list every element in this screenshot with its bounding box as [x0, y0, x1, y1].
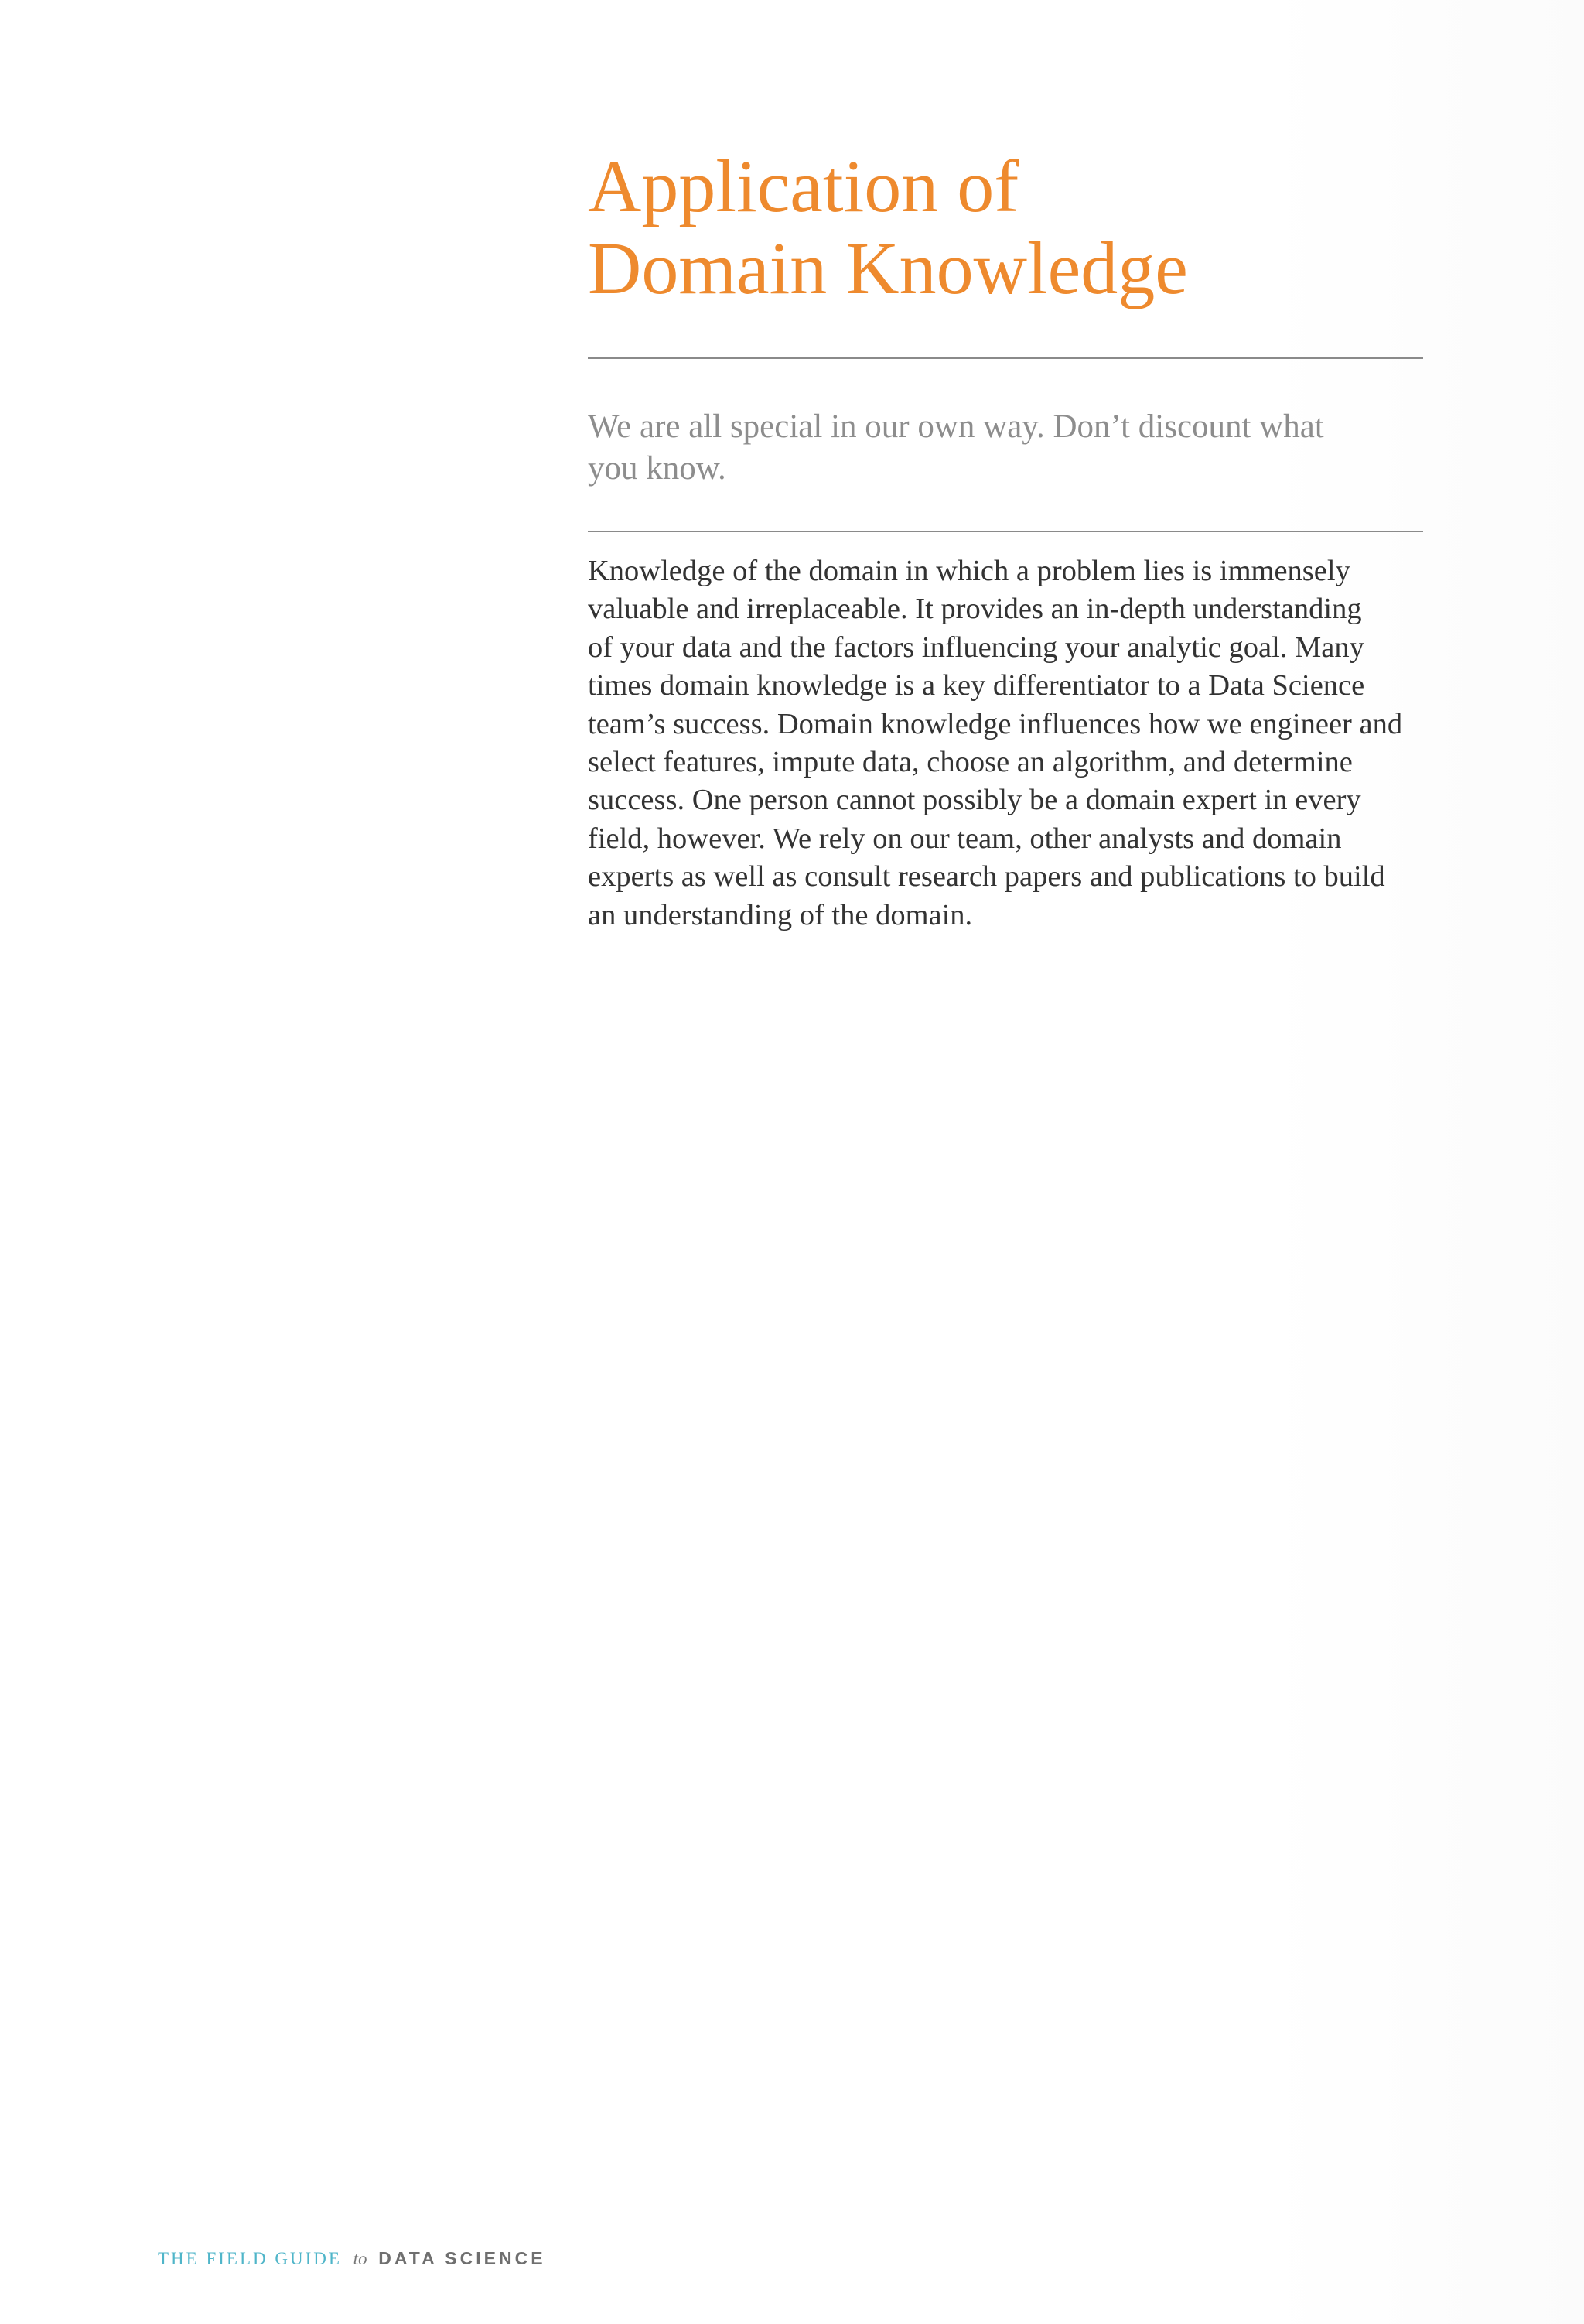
bottom-divider	[588, 531, 1423, 532]
section-title	[588, 145, 1439, 309]
body-line: field, however. We rely on our team, other analysts and domain	[588, 822, 1342, 855]
top-divider	[588, 357, 1423, 359]
page-footer	[158, 2248, 546, 2269]
body-line: success. One person cannot possibly be a domain expert in every	[588, 784, 1361, 817]
body-line: team’s success. Domain knowledge influences how we engineer and	[588, 707, 1403, 740]
body-line: Knowledge of the domain in which a problem lies is immensely	[588, 555, 1350, 587]
section-tagline: We are all special in our own way. Don’t discount what you know.	[588, 408, 1324, 487]
footer-subject: DATA SCIENCE	[378, 2248, 546, 2268]
section-title-line-2: Domain Knowledge	[588, 227, 1188, 309]
footer-brand: THE FIELD GUIDE	[158, 2249, 342, 2268]
section-title-line-1: Application of	[588, 145, 1019, 227]
section-body	[588, 552, 1423, 935]
body-line: select features, impute data, choose an algorithm, and determine	[588, 746, 1353, 779]
footer-connector: to	[353, 2249, 367, 2268]
body-line: times domain knowledge is a key differentiator to a Data Science	[588, 669, 1365, 702]
body-line: experts as well as consult research papers and publications to build	[588, 860, 1385, 894]
body-line: valuable and irreplaceable. It provides an in-depth understanding	[588, 593, 1362, 626]
body-line: an understanding of the domain.	[588, 898, 973, 931]
body-line: of your data and the factors influencing your analytic goal. Many	[588, 631, 1364, 664]
